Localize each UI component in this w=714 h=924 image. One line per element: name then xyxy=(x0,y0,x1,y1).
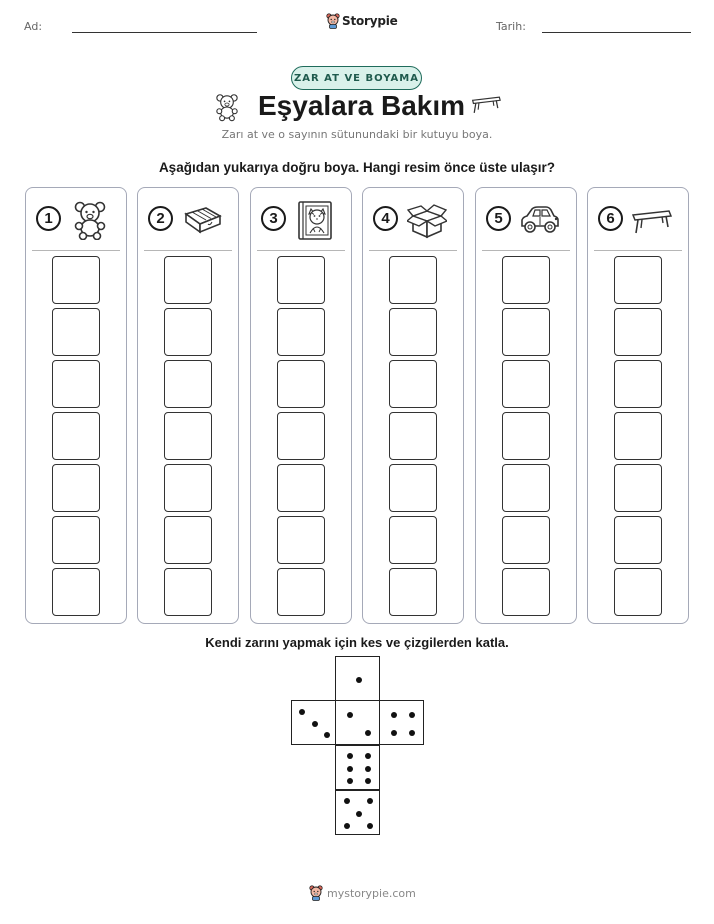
coloring-box[interactable] xyxy=(502,412,550,460)
coloring-box[interactable] xyxy=(614,568,662,616)
name-line xyxy=(72,32,257,33)
column-1 xyxy=(25,187,127,624)
coloring-box[interactable] xyxy=(614,464,662,512)
dice-pip xyxy=(347,766,353,772)
coloring-box[interactable] xyxy=(614,256,662,304)
dice-pip xyxy=(409,712,415,718)
storypie-logo xyxy=(326,13,398,29)
coloring-instruction: Aşağıdan yukarıya doğru boya. Hangi resim önce üste ulaşır? xyxy=(158,160,556,175)
footer xyxy=(309,885,416,901)
column-divider xyxy=(144,250,232,251)
column-header xyxy=(26,188,126,250)
dice-pip xyxy=(344,823,350,829)
coloring-box[interactable] xyxy=(277,360,325,408)
column-number: 6 xyxy=(598,206,623,231)
dice-pip xyxy=(367,798,373,804)
coloring-box[interactable] xyxy=(502,308,550,356)
coloring-box[interactable] xyxy=(614,516,662,564)
column-number: 5 xyxy=(486,206,511,231)
coloring-box[interactable] xyxy=(502,360,550,408)
dice-pip xyxy=(347,712,353,718)
column-header xyxy=(588,188,688,250)
column-2 xyxy=(137,187,239,624)
coloring-box[interactable] xyxy=(52,256,100,304)
coloring-box[interactable] xyxy=(614,308,662,356)
name-label: Ad: xyxy=(24,20,43,33)
column-3 xyxy=(250,187,352,624)
coloring-box[interactable] xyxy=(502,568,550,616)
dice-pip xyxy=(365,730,371,736)
dice-face-3 xyxy=(291,700,336,745)
coloring-box[interactable] xyxy=(502,464,550,512)
coloring-box[interactable] xyxy=(277,256,325,304)
coloring-box[interactable] xyxy=(164,308,212,356)
column-header xyxy=(138,188,238,250)
dice-face-4 xyxy=(379,700,424,745)
column-6 xyxy=(587,187,689,624)
coloring-box[interactable] xyxy=(502,256,550,304)
coloring-box[interactable] xyxy=(164,256,212,304)
dice-pip xyxy=(312,721,318,727)
logo-text: Storypie xyxy=(342,14,398,28)
dice-pip xyxy=(347,753,353,759)
column-header xyxy=(363,188,463,250)
toy-car-icon xyxy=(520,200,560,240)
column-4 xyxy=(362,187,464,624)
coloring-box[interactable] xyxy=(389,360,437,408)
column-divider xyxy=(32,250,120,251)
bench-icon xyxy=(470,94,502,116)
dice-pip xyxy=(356,677,362,683)
page-title: Eşyalara Bakım xyxy=(258,90,466,121)
eraser-icon xyxy=(182,200,222,240)
dice-pip xyxy=(365,778,371,784)
column-number: 1 xyxy=(36,206,61,231)
dice-pip xyxy=(299,709,305,715)
activity-badge: ZAR AT VE BOYAMA xyxy=(291,66,422,90)
dice-pip xyxy=(391,730,397,736)
column-divider xyxy=(369,250,457,251)
dice-face-1 xyxy=(335,656,380,701)
coloring-box[interactable] xyxy=(277,516,325,564)
coloring-box[interactable] xyxy=(164,412,212,460)
dice-pip xyxy=(365,753,371,759)
coloring-box[interactable] xyxy=(164,360,212,408)
column-number: 4 xyxy=(373,206,398,231)
dice-pip xyxy=(344,798,350,804)
coloring-box[interactable] xyxy=(277,568,325,616)
coloring-box[interactable] xyxy=(389,516,437,564)
dice-pip xyxy=(391,712,397,718)
dice-face-6 xyxy=(335,745,380,790)
coloring-box[interactable] xyxy=(389,412,437,460)
coloring-box[interactable] xyxy=(389,568,437,616)
date-label: Tarih: xyxy=(496,20,526,33)
coloring-box[interactable] xyxy=(502,516,550,564)
picture-book-icon xyxy=(295,200,335,240)
coloring-box[interactable] xyxy=(389,464,437,512)
open-box-icon xyxy=(407,200,447,240)
dice-pip xyxy=(347,778,353,784)
coloring-box[interactable] xyxy=(52,516,100,564)
dice-pip xyxy=(365,766,371,772)
coloring-box[interactable] xyxy=(52,464,100,512)
coloring-box[interactable] xyxy=(164,516,212,564)
dice-pip xyxy=(409,730,415,736)
storypie-bear-icon xyxy=(309,885,323,901)
bench-icon xyxy=(632,200,672,240)
dice-pip xyxy=(324,732,330,738)
title-row xyxy=(0,88,714,128)
coloring-box[interactable] xyxy=(52,412,100,460)
coloring-box[interactable] xyxy=(389,308,437,356)
column-header xyxy=(476,188,576,250)
dice-face-5 xyxy=(335,790,380,835)
column-divider xyxy=(257,250,345,251)
coloring-box[interactable] xyxy=(614,412,662,460)
teddy-bear-icon xyxy=(213,92,241,122)
coloring-box[interactable] xyxy=(277,308,325,356)
storypie-bear-icon xyxy=(326,13,340,29)
coloring-box[interactable] xyxy=(389,256,437,304)
coloring-box[interactable] xyxy=(52,308,100,356)
subtitle: Zarı at ve o sayının sütunundaki bir kutuyu boya. xyxy=(221,128,493,141)
column-5 xyxy=(475,187,577,624)
column-divider xyxy=(594,250,682,251)
coloring-box[interactable] xyxy=(164,464,212,512)
footer-url: mystorypie.com xyxy=(327,886,416,900)
teddy-bear-icon xyxy=(70,200,110,240)
coloring-box[interactable] xyxy=(277,464,325,512)
dice-pip xyxy=(367,823,373,829)
column-number: 2 xyxy=(148,206,173,231)
column-header xyxy=(251,188,351,250)
date-line xyxy=(542,32,691,33)
coloring-box[interactable] xyxy=(277,412,325,460)
coloring-box[interactable] xyxy=(52,568,100,616)
dice-face-2 xyxy=(335,700,380,745)
dice-instruction: Kendi zarını yapmak için kes ve çizgilerden katla. xyxy=(205,635,509,650)
coloring-box[interactable] xyxy=(52,360,100,408)
column-number: 3 xyxy=(261,206,286,231)
coloring-box[interactable] xyxy=(614,360,662,408)
dice-pip xyxy=(356,811,362,817)
coloring-box[interactable] xyxy=(164,568,212,616)
column-divider xyxy=(482,250,570,251)
